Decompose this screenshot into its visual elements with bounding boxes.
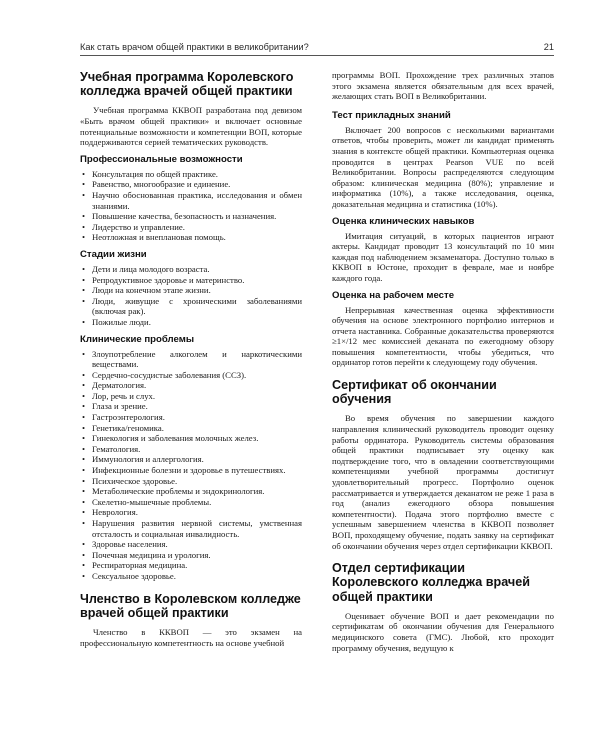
list-item: • Неотложная и внеплановая помощь. — [80, 232, 302, 243]
running-header — [80, 42, 554, 56]
list-item: • Гастроэнтерология. — [80, 412, 302, 423]
professional-capabilities-heading: Профессиональные возможности — [80, 153, 243, 165]
list-item: • Лидерство и управление. — [80, 222, 302, 233]
list-item: • Психическое здоровье. — [80, 476, 302, 487]
certificate-text: Во время обучения по завершении каждого направления клинический руководитель проводит оценку работы ординатора. Руководитель системы образования общей практики подписывает эту оценку как подтверждение того, что в овладении соответствующими компетенциями учебной программы достигнут удовлетворительный прогресс. Портфолио оценок рассматривается и утверждается деканатом не реже 1 раза в год (анализ ежегодного обзора повышения компетентности). Подача этого портфолио вместе с успешным завершением членства в ККВОП позволяет ВОП, проходящему обучение, подать заявку на сертификат об окончании обучения через отдел сертификации ККВОП. — [332, 413, 554, 551]
two-column-body — [80, 70, 554, 655]
membership-text: Членство в ККВОП — это экзамен на профессиональную компетентность на основе учебной — [80, 626, 302, 648]
certification-department-heading: Отдел сертификации Королевского колледжа врачей общей практики — [332, 561, 530, 604]
membership-heading: Членство в Королевском колледже врачей общей практики — [80, 591, 301, 620]
list-item: • Равенство, многообразие и единение. — [80, 179, 302, 190]
life-stages-list — [80, 264, 302, 328]
list-item: • Научно обоснованная практика, исследования и обмен знаниями. — [80, 190, 302, 211]
list-item: • Неврология. — [80, 507, 302, 518]
list-item: • Повышение качества, безопасность и назначения. — [80, 211, 302, 222]
left-column — [80, 70, 302, 655]
list-item: • Гематология. — [80, 444, 302, 455]
list-item: • Сексуальное здоровье. — [80, 571, 302, 582]
list-item: • Глаза и зрение. — [80, 401, 302, 412]
clinical-skills-text: Имитация ситуаций, в которых пациентов играют актеры. Кандидат проводит 13 консультаций по 10 мин каждая под наблюдением экзаменатора. Доступно только в ККВОП в Юстоне, проходит в феврале, мае и ноябре каждого года. — [332, 230, 554, 283]
list-item: • Метаболические проблемы и эндокринология. — [80, 486, 302, 497]
list-item: • Скелетно-мышечные проблемы. — [80, 497, 302, 508]
list-item: • Консультация по общей практике. — [80, 169, 302, 180]
list-item: • Люди, живущие с хроническими заболеваниями (включая рак). — [80, 296, 302, 317]
list-item: • Генетика/геномика. — [80, 423, 302, 434]
header-title: Как стать врачом общей практики в великобритании? — [80, 42, 309, 52]
page-number: 21 — [543, 42, 554, 52]
curriculum-heading: Учебная программа Королевского колледжа врачей общей практики — [80, 70, 294, 99]
applied-knowledge-heading: Тест прикладных знаний — [332, 109, 451, 121]
right-column — [332, 70, 554, 655]
list-item: • Лор, речь и слух. — [80, 391, 302, 402]
clinical-skills-heading: Оценка клинических навыков — [332, 215, 475, 227]
certification-department-text: Оценивает обучение ВОП и дает рекомендации по сертификатам об окончании обучения для Генерального медицинского совета (ГМС). Любой, кто проходит программу обучения, ведущую к — [332, 610, 554, 653]
list-item: • Дети и лица молодого возраста. — [80, 264, 302, 275]
list-item: • Гинекология и заболевания молочных желез. — [80, 433, 302, 444]
list-item: • Здоровье населения. — [80, 539, 302, 550]
list-item: • Инфекционные болезни и здоровье в путешествиях. — [80, 465, 302, 476]
applied-knowledge-text: Включает 200 вопросов с несколькими вариантами ответов, чтобы проверить, может ли кандидат применять знания в контексте общей практики. Компьютерная оценка проводится в центрах Pearson VUE по всей Великобритании. Вопросы распределяются следующим образом: клиническая медицина (80%); управление и информатика (10%), а также исследования, оценка, доказательная медицина и статистика (10%). — [332, 124, 554, 209]
list-item: • Почечная медицина и урология. — [80, 550, 302, 561]
list-item: • Сердечно-сосудистые заболевания (ССЗ). — [80, 370, 302, 381]
list-item: • Репродуктивное здоровье и материнство. — [80, 275, 302, 286]
clinical-problems-list — [80, 349, 302, 582]
list-item: • Иммунология и аллергология. — [80, 454, 302, 465]
list-item: • Люди на конечном этапе жизни. — [80, 285, 302, 296]
clinical-problems-heading: Клинические проблемы — [80, 333, 195, 345]
workplace-assessment-text: Непрерывная качественная оценка эффективности обучения на основе электронного портфолио интернов и отчета наставника. Собранные доказательства проверяются ≥1×/12 мес комиссией деканата по ежегодному обзору повышения компетентности, чтобы убедиться, что ординатор готов перейти к следующему году обучения. — [332, 304, 554, 368]
list-item: • Респираторная медицина. — [80, 560, 302, 571]
list-item: • Нарушения развития нервной системы, умственная отсталость и социальная инвалидность. — [80, 518, 302, 539]
list-item: • Злоупотребление алкоголем и наркотическими веществами. — [80, 349, 302, 370]
list-item: • Пожилые люди. — [80, 317, 302, 328]
certificate-heading: Сертификат об окончании обучения — [332, 378, 497, 407]
membership-continued-text: программы ВОП. Прохождение трех различных этапов этого экзамена является обязательным для всех врачей, желающих стать ВОП в Великобритании. — [332, 70, 554, 102]
workplace-assessment-heading: Оценка на рабочем месте — [332, 289, 455, 301]
curriculum-intro: Учебная программа ККВОП разработана под девизом «Быть врачом общей практики» и включает основные потенциальные возможности и компетенции ВОП, которые поддерживаются серией тематических руководств. — [80, 105, 302, 148]
professional-capabilities-list — [80, 169, 302, 243]
life-stages-heading: Стадии жизни — [80, 248, 147, 260]
list-item: • Дерматология. — [80, 380, 302, 391]
